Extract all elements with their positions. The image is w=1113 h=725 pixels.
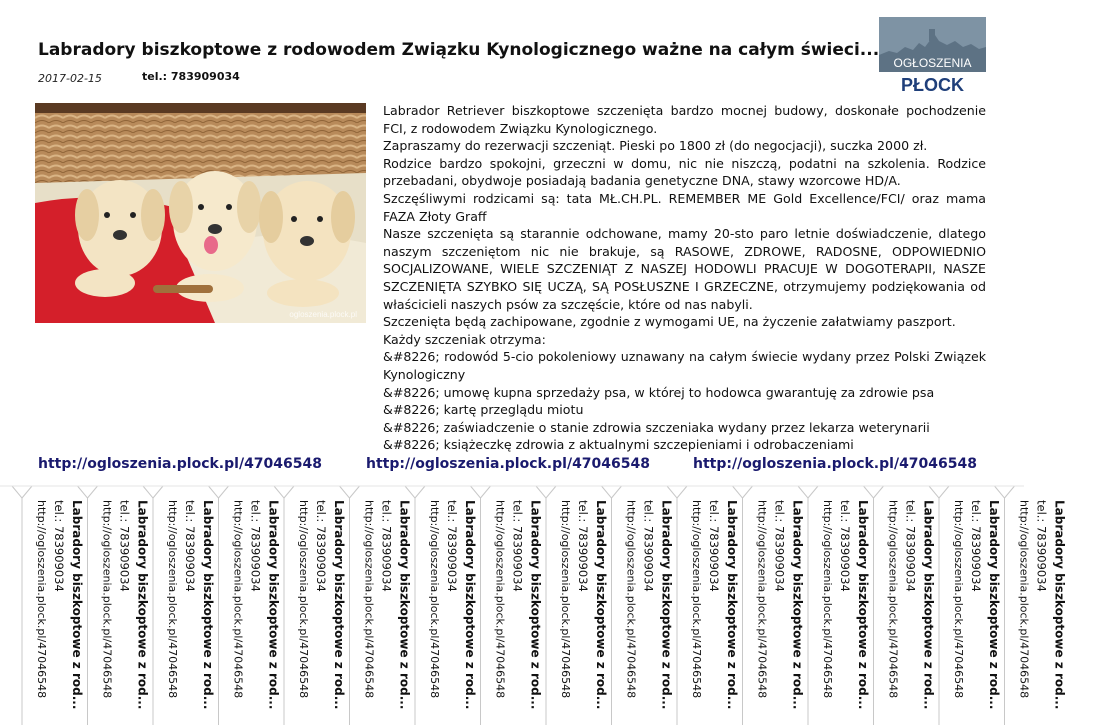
- tab-title: Labradory biszkoptowe z rod...: [725, 500, 739, 710]
- tab-cut-line: [12, 486, 22, 725]
- tab-cut-line: [1005, 486, 1015, 498]
- tab-url: http://ogloszenia.plock.pl/47046548: [166, 500, 179, 699]
- tab-phone: tel.: 783909034: [117, 500, 132, 592]
- tab-url: http://ogloszenia.plock.pl/47046548: [821, 500, 834, 699]
- tab-phone: tel.: 783909034: [314, 500, 328, 592]
- listing-phone: tel.: 783909034: [142, 70, 240, 83]
- tab-phone: tel.: 783909034: [707, 500, 721, 592]
- tab-url: http://ogloszenia.plock.pl/47046548: [559, 500, 572, 699]
- tab-phone: tel.: 783909034: [248, 500, 263, 592]
- logo-text-top: OGŁOSZENIA: [893, 56, 972, 70]
- tab-cut-line: [88, 486, 98, 498]
- tab-title: Labradory biszkoptowe z rod...: [332, 500, 346, 710]
- tab-cut-line: [808, 486, 818, 498]
- desc-line: Szczenięta będą zachipowane, zgodnie z wymogami UE, na życzenie załatwiamy paszport.: [383, 314, 956, 330]
- tear-off-tabs: [0, 480, 1067, 725]
- tear-off-tab: [1017, 500, 1113, 715]
- tab-url: http://ogloszenia.plock.pl/47046548: [1017, 500, 1031, 699]
- desc-line: &#8226; zaświadczenie o stanie zdrowia szczeniaka wydany przez lekarza weterynarii: [383, 419, 930, 435]
- tab-url: http://ogloszenia.plock.pl/47046548: [886, 500, 900, 699]
- tab-cut-line: [939, 486, 949, 498]
- tab-title: Labradory biszkoptowe z rod...: [594, 500, 608, 710]
- tab-url: http://ogloszenia.plock.pl/47046548: [231, 500, 245, 699]
- listing-title: Labradory biszkoptowe z rodowodem Związku Kynologicznego ważne na całym świeci...: [38, 40, 880, 60]
- tab-phone: tel.: 783909034: [576, 500, 590, 592]
- listing-url-link[interactable]: http://ogloszenia.plock.pl/47046548: [366, 456, 650, 472]
- site-logo: [879, 17, 986, 95]
- tab-title: Labradory biszkoptowe z rod...: [921, 500, 936, 710]
- tab-url: http://ogloszenia.plock.pl/47046548: [624, 500, 638, 699]
- tab-phone: tel.: 783909034: [52, 500, 66, 592]
- tab-cut-line: [415, 486, 425, 498]
- tab-cut-line: [743, 486, 753, 498]
- listing-description: [383, 102, 986, 454]
- desc-line: Rodzice bardzo spokojni, grzeczni w domu, nic nie niszczą, podatni na szkolenia. Rodzice przebadani, obydwoje posiadają badania genetyczne DNA, stawy wzorcowe HD/A.: [383, 155, 986, 189]
- tab-phone: tel.: 783909034: [379, 500, 394, 592]
- tab-title: Labradory biszkoptowe z rod...: [135, 500, 150, 710]
- tab-cut-line: [22, 486, 32, 498]
- desc-line: &#8226; książeczkę zdrowia z aktualnymi szczepieniami i odrobaczeniami: [383, 437, 854, 453]
- tab-phone: tel.: 783909034: [641, 500, 656, 592]
- tab-cut-line: [153, 486, 163, 498]
- listing-url-link[interactable]: http://ogloszenia.plock.pl/47046548: [693, 456, 977, 472]
- tab-cut-line: [612, 486, 622, 498]
- listing-photo: [35, 103, 366, 323]
- desc-line: Szczęśliwymi rodzicami są: tata MŁ.CH.PL. REMEMBER ME Gold Excellence/FCI/ oraz mama FAZA Złoty Graff: [383, 190, 986, 224]
- tab-cut-line: [219, 486, 229, 498]
- tab-phone: tel.: 783909034: [838, 500, 852, 592]
- tab-title: Labradory biszkoptowe z rod...: [266, 500, 281, 710]
- photo-watermark: ogloszenia.plock.pl: [289, 310, 357, 319]
- tab-cut-line: [874, 486, 884, 498]
- tab-phone: tel.: 783909034: [445, 500, 459, 592]
- tab-cut-line: [546, 486, 556, 498]
- tab-url: http://ogloszenia.plock.pl/47046548: [493, 500, 507, 699]
- tab-title: Labradory biszkoptowe z rod...: [659, 500, 674, 710]
- tab-url: http://ogloszenia.plock.pl/47046548: [100, 500, 114, 699]
- tab-url: http://ogloszenia.plock.pl/47046548: [297, 500, 310, 699]
- desc-line: Nasze szczenięta są starannie odchowane, mamy 20-sto paro letnie doświadczenie, dlatego naszym szczeniętom nic nie brakuje, są RASOWE, ZDROWE, RADOSNE, ODPOWIEDNIO SOCJALIZOWANE, WIELE SZCZENIĄT Z NASZEJ HODOWLI PRACUJE W DOGOTERAPII, NASZE SZCZENIĘTA SZYBKO SIĘ UCZĄ, SĄ POSŁUSZNE I GRZECZNE, otrzymujemy podziękowania od właścicieli naszych psów za szczęście, które od nas nabyli.: [383, 226, 986, 312]
- tab-title: Labradory biszkoptowe z rod...: [987, 500, 1001, 710]
- desc-line: &#8226; rodowód 5-cio pokoleniowy uznawany na całym świecie wydany przez Polski Związek Kynologiczny: [383, 349, 986, 382]
- tab-phone: tel.: 783909034: [903, 500, 918, 592]
- tab-phone: tel.: 783909034: [1034, 500, 1049, 592]
- tab-title: Labradory biszkoptowe z rod...: [856, 500, 870, 710]
- logo-text-bottom: PŁOCK: [901, 75, 964, 95]
- logo-graphic: [879, 17, 986, 95]
- tab-title: Labradory biszkoptowe z rod...: [1052, 500, 1067, 710]
- tab-title: Labradory biszkoptowe z rod...: [528, 500, 543, 710]
- tab-cut-line: [350, 486, 360, 498]
- tab-url: http://ogloszenia.plock.pl/47046548: [690, 500, 703, 699]
- tab-phone: tel.: 783909034: [183, 500, 197, 592]
- tab-phone: tel.: 783909034: [510, 500, 525, 592]
- tab-cut-line: [677, 486, 687, 498]
- tab-phone: tel.: 783909034: [772, 500, 787, 592]
- desc-line: Labrador Retriever biszkoptowe szczenięta bardzo mocnej budowy, doskonałe pochodzenie FCI, z rodowodem Związku Kynologicznego.: [383, 103, 986, 136]
- tab-url: http://ogloszenia.plock.pl/47046548: [428, 500, 441, 699]
- puppies-photo-illustration: [35, 103, 366, 323]
- listing-url-link[interactable]: http://ogloszenia.plock.pl/47046548: [38, 456, 322, 472]
- tab-url: http://ogloszenia.plock.pl/47046548: [35, 500, 48, 699]
- tab-cut-line: [284, 486, 294, 498]
- listing-date: 2017-02-15: [38, 72, 102, 85]
- tab-title: Labradory biszkoptowe z rod...: [70, 500, 84, 710]
- desc-line: &#8226; kartę przeglądu miotu: [383, 402, 584, 418]
- tab-url: http://ogloszenia.plock.pl/47046548: [952, 500, 965, 699]
- tab-title: Labradory biszkoptowe z rod...: [397, 500, 412, 710]
- tab-title: Labradory biszkoptowe z rod...: [790, 500, 805, 710]
- tab-url: http://ogloszenia.plock.pl/47046548: [755, 500, 769, 699]
- tab-title: Labradory biszkoptowe z rod...: [201, 500, 215, 710]
- desc-line: &#8226; umowę kupna sprzedaży psa, w której to hodowca gwarantuję za zdrowie psa: [383, 384, 935, 400]
- tab-title: Labradory biszkoptowe z rod...: [463, 500, 477, 710]
- tab-phone: tel.: 783909034: [969, 500, 983, 592]
- tab-cut-line: [481, 486, 491, 498]
- desc-line: Każdy szczeniak otrzyma:: [383, 331, 546, 347]
- tab-url: http://ogloszenia.plock.pl/47046548: [362, 500, 376, 699]
- desc-line: Zapraszamy do rezerwacji szczeniąt. Pieski po 1800 zł (do negocjacji), suczka 2000 zł.: [383, 138, 928, 154]
